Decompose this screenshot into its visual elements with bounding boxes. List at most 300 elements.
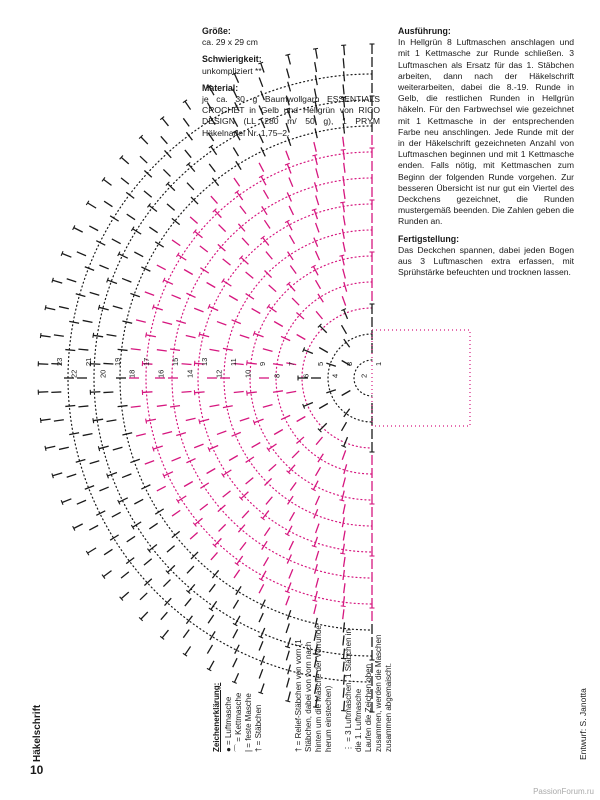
round-label: 18 (127, 369, 137, 378)
info-column (202, 26, 380, 145)
stitch-mark (136, 320, 146, 322)
finishing-heading: Fertigstellung: (398, 233, 460, 244)
stitch-mark (88, 548, 97, 553)
stitch-mark (315, 591, 317, 601)
stitch-mark (103, 392, 113, 393)
stitch-mark (65, 405, 75, 406)
stitch-mark (183, 630, 189, 638)
stitch-mark (96, 511, 105, 515)
material-heading: Material: (202, 82, 239, 93)
stitch-mark (112, 512, 121, 517)
stitch-mark (191, 197, 198, 204)
round-label: 20 (98, 369, 108, 378)
stitch-mark (234, 178, 240, 186)
stitch-mark (247, 363, 257, 364)
stitch-mark (187, 183, 194, 190)
stitch-mark (219, 524, 226, 531)
stitch-mark (290, 235, 295, 244)
difficulty-heading: Schwierigkeit: (202, 54, 262, 65)
stitch-mark (316, 195, 319, 205)
stitch-mark (65, 350, 75, 351)
stitch-mark (314, 238, 318, 247)
stitch-mark (153, 446, 163, 449)
round-label: 2 (359, 373, 369, 378)
legend-col-3 (344, 624, 394, 752)
stitch-mark (103, 571, 111, 577)
legend-item-start: ⋮ = 3 Luftmaschen, 1 Stäbchen in die 1. Luftmasche (344, 629, 363, 752)
stitch-mark (259, 163, 264, 172)
round-label: 10 (243, 369, 253, 378)
stitch-mark (237, 556, 243, 564)
stitch-mark (261, 571, 266, 580)
round-label: 19 (113, 357, 122, 366)
stitch-mark (185, 598, 191, 606)
stitch-mark (144, 579, 151, 586)
stitch-mark (240, 206, 246, 214)
stitch-mark (78, 349, 88, 350)
stitch-mark (140, 593, 147, 600)
stitch-mark (342, 422, 347, 431)
stitch-mark (104, 549, 112, 555)
stitch-mark (290, 512, 295, 521)
stitch-mark (41, 419, 51, 420)
stitch-mark (77, 500, 86, 504)
execution-text: In Hellgrün 8 Luftmaschen anschlagen und mit 1 Kettmasche zur Runde schließen. 3 Luftmaschen als Ersatz für das 1. Stäbchen arbeiten, dann nach der Häkelschrift weiterarbeiten, dabei die 8.-19. Runde in Gelb, die restlichen Runden in Hellgrün häkeln. Für den Farbwechsel wie gezeichnet mit 1 Kettmasche in der entsprechenden Farbe neu anschlingen. Jede Runde mit der in der Häkelschrift gezeichneten Anzahl von Luftmaschen beginnen und mit 1 Kettmasche enden. Falls nötig, mit Kettmaschen zum Beginn der folgenden Runde vorgehen. Zur besseren Übersicht ist nur gut ein Viertel des Deckchens gezeichnet, die Runden mustergemäß beenden. Die Zahlen geben die Runden an. (398, 37, 574, 227)
stitch-mark (130, 459, 139, 462)
stitch-mark (145, 461, 154, 465)
stitch-mark (141, 137, 148, 144)
stitch-mark (240, 335, 250, 338)
stitch-mark (209, 164, 215, 172)
difficulty-text: unkompliziert ** (202, 65, 262, 76)
stitch-mark (269, 464, 276, 471)
stitch-mark (252, 309, 261, 314)
stitch-mark (200, 246, 208, 252)
stitch-mark (286, 651, 289, 661)
stitch-bar (341, 150, 346, 151)
stitch-mark (233, 600, 238, 609)
stitch-mark (316, 467, 321, 476)
stitch-mark (261, 176, 266, 185)
stitch-mark (242, 511, 249, 518)
stitch-mark (342, 491, 344, 501)
legend-item-dc: † = Stäbchen (254, 704, 263, 752)
stitch-mark (59, 447, 69, 449)
stitch-mark (274, 322, 283, 327)
stitch-mark (287, 526, 292, 535)
stitch-mark (234, 673, 238, 682)
stitch-mark (182, 392, 192, 393)
round-label: 14 (185, 369, 195, 378)
stitch-mark (343, 216, 345, 226)
stitch-mark (344, 163, 345, 173)
stitch-mark (207, 645, 212, 654)
stitch-mark (141, 612, 148, 619)
diagram-title: Häkelschrift (32, 704, 43, 762)
stitch-mark (316, 551, 319, 561)
stitch-mark (316, 437, 322, 445)
stitch-mark (316, 280, 321, 289)
stitch-mark (320, 326, 327, 333)
legend-col-2 (294, 624, 334, 752)
round-label: 17 (142, 357, 151, 366)
stitch-mark (326, 390, 336, 393)
stitch-mark (264, 220, 270, 228)
round-label: 4 (330, 373, 340, 378)
stitch-mark (141, 485, 150, 489)
stitch-mark (315, 155, 317, 165)
material-text: je ca. 30 g Baumwollgarn ESSENTIALS CROCHET in Gelb und Hellgrün von RICO DESIGN (LL 280 m/ 50 g), 1 PRYM Häkelnadel Nr. 1,75–2. (202, 94, 380, 138)
execution-heading: Ausführung: (398, 26, 451, 36)
stitch-mark (315, 182, 318, 192)
stitch-mark (112, 239, 121, 244)
stitch-bar (52, 473, 53, 478)
stitch-mark (168, 184, 175, 191)
stitch-bar (40, 333, 41, 338)
stitch-mark (69, 321, 79, 323)
stitch-mark (263, 511, 269, 519)
stitch-mark (246, 272, 254, 278)
stitch-mark (344, 437, 348, 446)
stitch-mark (265, 478, 272, 485)
round-label: 22 (69, 369, 79, 378)
stitch-mark (274, 430, 283, 435)
stitch-bar (40, 418, 41, 423)
stitch-mark (184, 482, 193, 487)
stitch-mark (103, 179, 111, 185)
stitch-mark (185, 646, 191, 654)
stitch-mark (164, 280, 173, 284)
stitch-mark (144, 559, 152, 565)
stitch-mark (241, 492, 248, 499)
round-label: 13 (200, 357, 209, 366)
stitch-mark (191, 552, 198, 559)
stitch-bar (152, 305, 154, 310)
stitch-mark (149, 227, 157, 233)
stitch-mark (314, 604, 316, 614)
round-label: 3 (345, 361, 354, 366)
legend-item-sc: | = feste Masche (244, 693, 253, 752)
stitch-mark (247, 392, 257, 393)
stitch-mark (195, 392, 205, 393)
stitch-mark (343, 477, 346, 487)
stitch-mark (168, 565, 175, 572)
stitch-mark (316, 223, 319, 232)
stitch-mark (130, 293, 139, 296)
stitch-mark (76, 294, 86, 297)
stitch-bar (341, 606, 346, 607)
finishing-text: Das Deckchen spannen, dabei jeden Bogen aus 3 Luftmaschen extra erfassen, mit Sprühstärke befeuchten und trocknen lassen. (398, 244, 574, 278)
stitch-bar (312, 155, 317, 156)
stitch-mark (314, 537, 317, 546)
stitch-mark (199, 334, 209, 336)
stitch-mark (313, 481, 318, 490)
size-heading: Größe: (202, 26, 231, 36)
stitch-mark (246, 478, 254, 484)
stitch-mark (211, 552, 218, 559)
stitch-mark (209, 445, 218, 449)
stitch-mark (240, 542, 246, 550)
round-label: 23 (55, 357, 64, 366)
stitch-mark (78, 406, 88, 407)
stitch-mark (343, 609, 344, 619)
stitch-mark (121, 178, 129, 184)
stitch-mark (343, 176, 344, 186)
stitch-mark (211, 601, 217, 609)
stitch-mark (149, 523, 157, 529)
stitch-mark (121, 572, 129, 578)
stitch-mark (342, 391, 351, 396)
stitch-mark (194, 444, 203, 448)
stitch-mark (342, 229, 344, 239)
stitch-mark (134, 252, 143, 257)
stitch-mark (292, 451, 299, 458)
stitch-mark (90, 292, 100, 295)
stitch-mark (241, 257, 248, 264)
stitch-mark (190, 217, 197, 224)
stitch-mark (316, 578, 319, 588)
stitch-mark (67, 279, 77, 282)
stitch-mark (131, 349, 141, 350)
stitch-mark (288, 638, 291, 648)
stitch-mark (122, 321, 132, 323)
stitch-mark (85, 486, 94, 490)
center-ring (372, 330, 470, 426)
stitch-mark (273, 391, 283, 392)
stitch-mark (264, 557, 269, 566)
stitch-mark (233, 148, 238, 157)
stitch-mark (344, 583, 345, 593)
stitch-mark (172, 531, 180, 537)
stitch-bar (340, 202, 345, 203)
stitch-mark (217, 322, 226, 325)
stitch-mark (212, 178, 218, 186)
stitch-mark (266, 252, 272, 260)
stitch-mark (170, 349, 180, 350)
stitch-mark (344, 189, 345, 199)
stitch-mark (99, 307, 109, 310)
stitch-bar (152, 447, 154, 452)
stitch-bar (45, 305, 46, 310)
stitch-mark (155, 509, 163, 514)
stitch-mark (287, 583, 291, 592)
stitch-mark (233, 658, 237, 667)
stitch-bar (146, 332, 147, 337)
stitch-mark (76, 460, 86, 463)
stitch-mark (342, 450, 345, 459)
stitch-mark (83, 434, 93, 436)
stitch-mark (207, 469, 216, 474)
stitch-mark (219, 225, 226, 232)
stitch-bar (98, 305, 99, 310)
stitch-mark (315, 564, 318, 574)
stitch-mark (223, 348, 233, 350)
stitch-mark (314, 210, 317, 219)
stitch-mark (54, 420, 64, 421)
stitch-bar (93, 418, 94, 423)
stitch-mark (186, 335, 196, 337)
stitch-mark (287, 192, 291, 201)
stitch-mark (273, 364, 283, 365)
stitch-mark (89, 226, 98, 231)
stitch-mark (190, 533, 197, 540)
stitch-mark (234, 391, 244, 392)
legend-item-chain: ● = Luftmasche (224, 696, 233, 752)
stitch-mark (264, 528, 270, 536)
stitch-bar (247, 360, 248, 365)
stitch-mark (217, 431, 226, 434)
stitch-mark (316, 524, 319, 533)
legend-heading: Zeichenerklärung: (212, 682, 221, 752)
stitch-mark (144, 191, 152, 197)
stitch-mark (235, 616, 240, 625)
stitch-mark (207, 283, 216, 288)
stitch-mark (240, 418, 250, 421)
stitch-mark (343, 531, 345, 541)
design-credit: Entwurf: S. Janotta (578, 688, 588, 760)
stitch-mark (74, 524, 83, 529)
stitch-mark (289, 178, 293, 187)
stitch-mark (259, 641, 263, 650)
stitch-mark (259, 584, 264, 593)
stitch-mark (45, 446, 55, 448)
stitch-mark (223, 491, 231, 497)
stitch-mark (121, 157, 129, 164)
round-label: 5 (316, 361, 325, 366)
stitch-mark (223, 259, 231, 265)
stitch-bar (339, 500, 344, 501)
stitch-mark (62, 499, 71, 503)
stitch-mark (287, 678, 290, 688)
stitch-mark (172, 457, 181, 461)
round-label: 16 (156, 369, 166, 378)
stitch-mark (153, 307, 163, 310)
stitch-mark (344, 557, 345, 567)
round-label: 21 (84, 357, 93, 366)
stitch-mark (297, 335, 306, 340)
stitch-mark (104, 201, 112, 207)
stitch-mark (343, 596, 344, 606)
stitch-mark (157, 405, 167, 406)
stitch-mark (259, 613, 263, 622)
stitch-mark (140, 156, 147, 163)
stitch-mark (185, 150, 191, 158)
stitch-mark (290, 266, 296, 274)
round-label: 7 (287, 361, 296, 366)
stitch-mark (288, 692, 291, 702)
round-label: 9 (258, 361, 267, 366)
stitch-mark (200, 268, 208, 273)
stitch-mark (208, 615, 214, 623)
stitch-mark (127, 536, 135, 542)
stitch-mark (136, 434, 146, 436)
stitch-mark (297, 417, 306, 422)
stitch-mark (287, 164, 291, 173)
stitch-mark (185, 101, 191, 109)
stitch-mark (146, 419, 156, 421)
legend-item-slip: ⌒ = Kettmasche (234, 692, 243, 752)
stitch-mark (209, 661, 214, 670)
stitch-mark (167, 204, 175, 210)
stitch-mark (83, 320, 93, 322)
stitch-mark (53, 473, 63, 476)
stitch-mark (53, 280, 63, 283)
stitch-mark (176, 321, 186, 324)
stitch-mark (236, 161, 241, 169)
page-number: 10 (30, 763, 44, 777)
stitch-mark (54, 335, 64, 336)
stitch-mark (289, 569, 293, 578)
stitch-mark (183, 118, 189, 126)
stitch-mark (286, 623, 289, 632)
stitch-mark (269, 285, 276, 292)
stitch-mark (167, 546, 175, 552)
size-text: ca. 29 x 29 cm (202, 37, 258, 48)
stitch-mark (89, 525, 98, 530)
stitch-mark (162, 432, 172, 435)
stitch-mark (319, 404, 328, 409)
stitch-mark (182, 364, 192, 365)
stitch-bar (285, 701, 290, 702)
stitch-mark (233, 629, 238, 638)
stitch-mark (342, 296, 345, 305)
stitch-mark (263, 405, 273, 408)
stitch-mark (99, 487, 108, 491)
stitch-mark (45, 308, 55, 310)
stitch-bar (52, 278, 53, 283)
stitch-mark (229, 296, 238, 301)
stitch-mark (99, 446, 109, 449)
round-label: 6 (301, 373, 311, 378)
stitch-mark (131, 406, 141, 407)
stitch-mark (127, 214, 135, 220)
stitch-mark (162, 118, 168, 126)
stitch-mark (90, 392, 100, 393)
stitch-mark (41, 336, 51, 337)
stitch-mark (93, 335, 103, 337)
stitch-mark (316, 168, 319, 178)
stitch-mark (184, 270, 193, 275)
stitch-mark (187, 566, 194, 573)
chain-ring (276, 282, 372, 474)
stitch-mark (77, 252, 86, 256)
stitch-mark (261, 628, 265, 637)
stitch-mark (342, 325, 347, 334)
stitch-mark (211, 196, 218, 203)
stitch-mark (343, 544, 345, 554)
stitch-mark (343, 504, 345, 514)
stitch-mark (319, 348, 328, 353)
stitch-mark (118, 349, 128, 350)
stitch-mark (170, 406, 180, 407)
stitch-mark (286, 596, 290, 605)
stitch-mark (122, 433, 132, 435)
stitch-mark (118, 406, 128, 407)
stitch-mark (315, 496, 319, 505)
stitch-mark (67, 474, 77, 477)
legend-heading-col (212, 682, 222, 752)
stitch-mark (69, 433, 79, 435)
stitch-mark (229, 456, 238, 461)
stitch-mark (343, 150, 344, 160)
stitch-mark (144, 171, 151, 178)
stitch-mark (157, 265, 166, 270)
stitch-mark (199, 419, 209, 421)
stitch-bar (93, 333, 94, 338)
stitch-mark (145, 292, 154, 296)
stitch-mark (290, 482, 296, 490)
stitch-mark (161, 136, 168, 144)
